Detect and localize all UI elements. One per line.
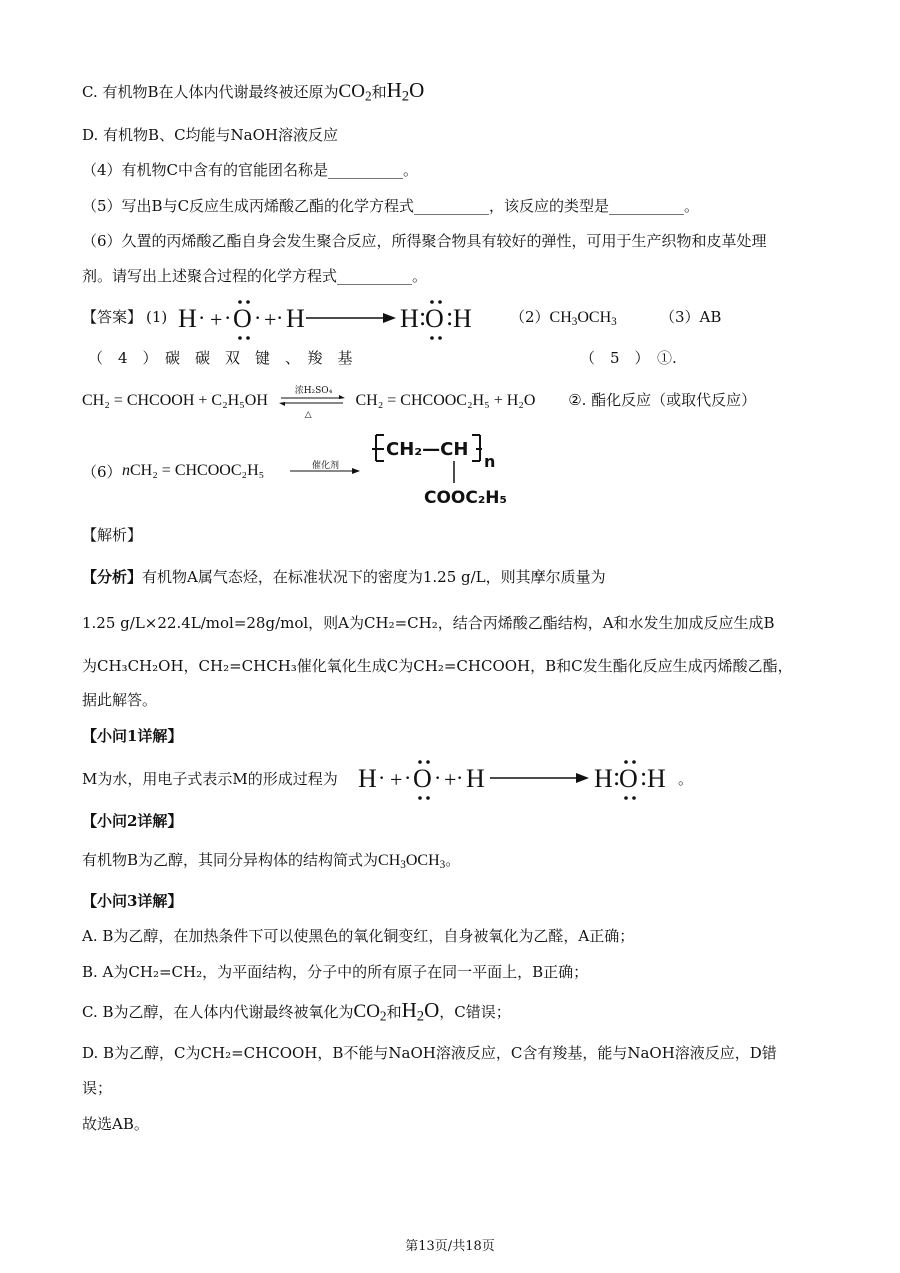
lone-pair-dot bbox=[624, 796, 628, 800]
sub-question-1-tag: 【小问1详解】 bbox=[82, 727, 183, 745]
dot: · bbox=[434, 765, 442, 790]
h-atom: H bbox=[358, 764, 377, 793]
lone-pair-dot bbox=[632, 796, 636, 800]
lone-pair-dot bbox=[430, 336, 434, 340]
option-letter: D. bbox=[82, 126, 99, 144]
dot: · bbox=[404, 765, 412, 790]
h2o-formula: $H_2O$ bbox=[401, 998, 440, 1025]
arrow-icon bbox=[288, 465, 362, 477]
answer-5-equation bbox=[82, 386, 757, 420]
answer-1-label: (1) bbox=[146, 308, 168, 326]
analysis-line-2: 1.25 g/L×22.4L/mol=28g/mol，则A为CH₂=CH₂，结合丙烯酸乙酯结构，A和水发生加成反应生成B bbox=[82, 614, 775, 632]
question-5: （5）写出B与C反应生成丙烯酸乙酯的化学方程式__________，该反应的类型是__________。 bbox=[82, 197, 700, 215]
equation-left: CH₂ = CHCOOH + C₂H₅OH bbox=[82, 392, 268, 409]
question-4: （4）有机物C中含有的官能团名称是__________。 bbox=[82, 161, 419, 179]
analysis-tag: 【解析】 bbox=[82, 526, 143, 544]
colon: : bbox=[446, 302, 454, 331]
lone-pair-dot bbox=[426, 760, 430, 764]
s2-text: 有机物B为乙醇，其同分异构体的结构简式为 bbox=[82, 851, 379, 869]
monomer: nCH₂ = CHCOOC₂H₅ bbox=[122, 462, 265, 479]
lone-pair-dot bbox=[238, 336, 242, 340]
answer-tag: 【答案】 bbox=[82, 308, 143, 326]
lone-pair-dot bbox=[624, 760, 628, 764]
dot: · bbox=[276, 305, 284, 330]
dot: · bbox=[224, 305, 232, 330]
h2o-formula: $H_2O$ bbox=[386, 78, 425, 105]
polymer-structure bbox=[364, 425, 534, 513]
lone-pair-dot bbox=[418, 760, 422, 764]
lone-pair-dot bbox=[438, 300, 442, 304]
conclusion: 故选AB。 bbox=[82, 1115, 149, 1133]
lone-pair-dot bbox=[632, 760, 636, 764]
analysis-line-4: 据此解答。 bbox=[82, 691, 158, 709]
arrow-head bbox=[576, 773, 589, 783]
h-atom: H bbox=[594, 764, 613, 793]
h-atom: H bbox=[466, 764, 485, 793]
h-atom: H bbox=[286, 304, 305, 333]
co2-formula: $CO_2$ bbox=[338, 81, 372, 104]
lone-pair-dot bbox=[238, 300, 242, 304]
lone-pair-dot bbox=[246, 336, 250, 340]
lone-pair-dot bbox=[438, 336, 442, 340]
analysis-line-3: 为CH₃CH₂OH，CH₂=CHCH₃催化氧化生成C为CH₂=CHCOOH，B和C发生酯化反应生成丙烯酸乙酯， bbox=[82, 657, 793, 675]
option-c bbox=[82, 80, 424, 107]
answer-2: $(2)CH_3OCH_3$ bbox=[510, 308, 617, 328]
question-6-line1: （6）久置的丙烯酸乙酯自身会发生聚合反应，所得聚合物具有较好的弹性，可用于生产织物和皮革处理 bbox=[82, 232, 767, 250]
dot: · bbox=[378, 765, 386, 790]
s2-end: 。 bbox=[445, 851, 461, 869]
reversible-arrow bbox=[273, 386, 351, 420]
and-text: 和 bbox=[371, 83, 387, 101]
repeat-n: n bbox=[484, 452, 496, 471]
plus: + bbox=[210, 307, 223, 332]
h-atom: H bbox=[647, 764, 666, 793]
o-atom: O bbox=[619, 764, 638, 793]
polymer-chain: CH₂—CH bbox=[386, 439, 469, 460]
reaction-type: ②. 酯化反应（或取代反应） bbox=[568, 391, 757, 409]
s3-option-d-line2: 误； bbox=[82, 1079, 113, 1097]
colon: : bbox=[419, 302, 427, 331]
s1-end: 。 bbox=[678, 770, 694, 788]
answer-6-label: （6） bbox=[82, 463, 122, 481]
colon: : bbox=[613, 762, 621, 791]
isomer-formula: $CH_3OCH_3$ bbox=[378, 852, 446, 871]
question-6-line2: 剂。请写出上述聚合过程的化学方程式__________。 bbox=[82, 267, 428, 285]
plus: + bbox=[264, 307, 277, 332]
sub-question-3-tag: 【小问3详解】 bbox=[82, 892, 183, 910]
colon: : bbox=[640, 762, 648, 791]
answer-3: （3）AB bbox=[660, 308, 722, 326]
o-atom: O bbox=[413, 764, 432, 793]
dot: · bbox=[254, 305, 262, 330]
option-letter: C. bbox=[82, 83, 98, 101]
o-atom: O bbox=[425, 304, 444, 333]
dot: · bbox=[456, 765, 464, 790]
page-footer: 第13页/共18页 bbox=[405, 1239, 495, 1254]
condition-catalyst: 催化剂 bbox=[312, 461, 340, 471]
arrow-head bbox=[383, 313, 396, 323]
s1-text: M为水，用电子式表示M的形成过程为 bbox=[82, 770, 338, 788]
h-atom: H bbox=[400, 304, 419, 333]
s3-c-end: ，C错误； bbox=[439, 1003, 511, 1021]
analysis-line-1: 【分析】有机物A属气态烃，在标准状况下的密度为1.25 g/L，则其摩尔质量为 bbox=[82, 568, 606, 586]
answer-5-label: （ 5 ） ①. bbox=[580, 349, 677, 367]
o-atom: O bbox=[233, 304, 252, 333]
lone-pair-dot bbox=[246, 300, 250, 304]
condition-heat: △ bbox=[304, 410, 312, 420]
option-text: 有机物B在人体内代谢最终被还原为 bbox=[102, 83, 339, 101]
s3-option-d-line1: D. B为乙醇，C为CH₂=CHCOOH，B不能与NaOH溶液反应，C含有羧基，能与NaOH溶液反应，D错 bbox=[82, 1044, 777, 1062]
lone-pair-dot bbox=[418, 796, 422, 800]
lone-pair-dot bbox=[426, 796, 430, 800]
electron-formation-detail bbox=[358, 755, 676, 801]
plus: + bbox=[444, 767, 457, 792]
h-atom: H bbox=[178, 304, 197, 333]
lone-pair-dot bbox=[430, 300, 434, 304]
option-text: 有机物B、C均能与NaOH溶液反应 bbox=[103, 126, 338, 144]
option-d bbox=[82, 125, 338, 145]
answer-4: （ 4 ） 碳 碳 双 键 、 羧 基 bbox=[88, 349, 353, 367]
electron-formation-answer bbox=[178, 292, 478, 344]
and-text: 和 bbox=[386, 1003, 402, 1021]
h-atom: H bbox=[453, 304, 472, 333]
sub-question-2-text bbox=[82, 850, 460, 875]
dot: · bbox=[198, 305, 206, 330]
sub-question-2-tag: 【小问2详解】 bbox=[82, 812, 183, 830]
equation-right: CH₂ = CHCOOC₂H₅ + H₂O bbox=[355, 392, 536, 409]
s3-option-a: A. B为乙醇，在加热条件下可以使黑色的氧化铜变红，自身被氧化为乙醛，A正确； bbox=[82, 927, 635, 945]
s3-option-c bbox=[82, 1000, 511, 1027]
s3-option-b: B. A为CH₂=CH₂，为平面结构，分子中的所有原子在同一平面上，B正确； bbox=[82, 963, 589, 981]
co2-formula: $CO_2$ bbox=[353, 1001, 387, 1024]
s3-c-text: C. B为乙醇，在人体内代谢最终被氧化为 bbox=[82, 1003, 354, 1021]
plus: + bbox=[390, 767, 403, 792]
condition-catalyst: 浓H₂SO₄ bbox=[294, 386, 333, 396]
side-group: COOC₂H₅ bbox=[424, 488, 507, 508]
